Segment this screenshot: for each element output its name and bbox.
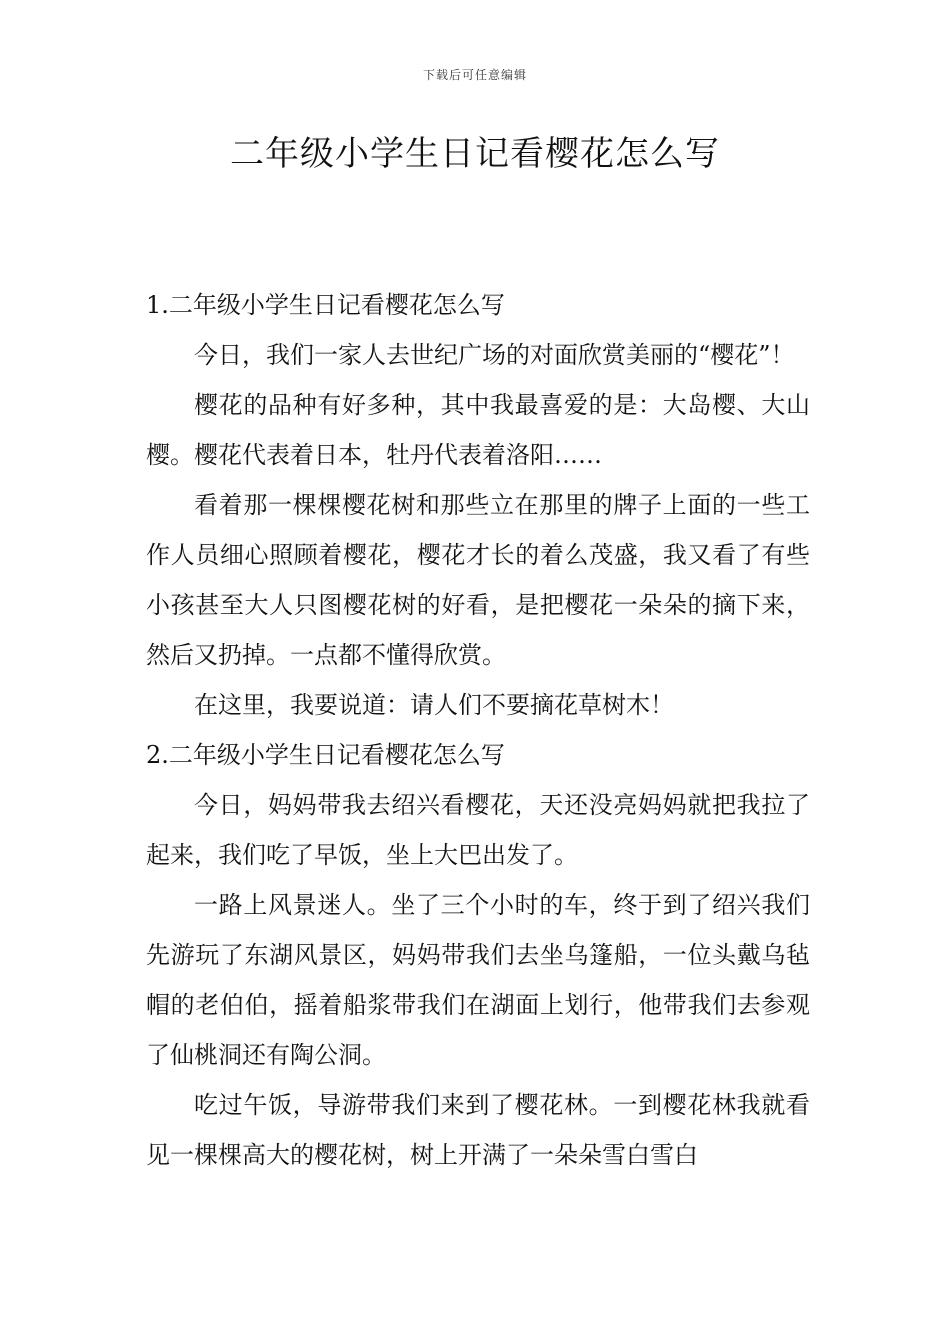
document-body: [146, 280, 810, 1180]
paragraph: 今日，妈妈带我去绍兴看樱花，天还没亮妈妈就把我拉了起来，我们吃了早饭，坐上大巴出发了。: [146, 791, 810, 869]
paragraph: 樱花的品种有好多种，其中我最喜爱的是：大岛樱、大山樱。樱花代表着日本，牡丹代表着洛阳……: [146, 391, 810, 469]
paragraph: 今日，我们一家人去世纪广场的对面欣赏美丽的“樱花”！: [194, 341, 795, 369]
document-title: 二年级小学生日记看樱花怎么写: [230, 134, 720, 174]
section-heading-2: 2.二年级小学生日记看樱花怎么写: [146, 741, 505, 769]
header-note: 下载后可任意编辑: [422, 68, 527, 82]
paragraph: 一路上风景迷人。坐了三个小时的车，终于到了绍兴我们先游玩了东湖风景区，妈妈带我们去坐乌篷船，一位头戴乌毡帽的老伯伯，摇着船浆带我们在湖面上划行，他带我们去参观了仙桃洞还有陶公洞。: [146, 891, 810, 1069]
paragraph: 在这里，我要说道：请人们不要摘花草树木！: [194, 691, 674, 719]
section-heading-1: 1.二年级小学生日记看樱花怎么写: [146, 291, 505, 319]
paragraph: 看着那一棵棵樱花树和那些立在那里的牌子上面的一些工作人员细心照顾着樱花，樱花才长的着么茂盛，我又看了有些小孩甚至大人只图樱花树的好看，是把樱花一朵朵的摘下来，然后又扔掉。一点都不懂得欣赏。: [146, 491, 810, 669]
paragraph: 吃过午饭，导游带我们来到了樱花林。一到樱花林我就看见一棵棵高大的樱花树，树上开满了一朵朵雪白雪白: [146, 1091, 810, 1169]
